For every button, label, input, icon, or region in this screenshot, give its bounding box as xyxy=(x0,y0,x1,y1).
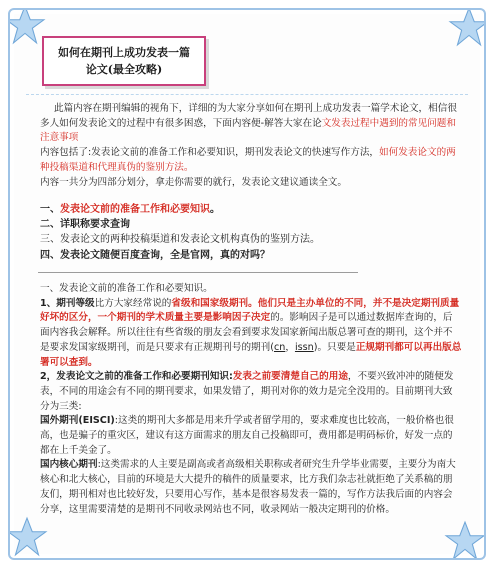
section-1 xyxy=(40,282,462,517)
star-decoration-icon xyxy=(444,520,486,560)
intro-contents-highlight: 如何发表论文的两种投稿渠道和代理真伪的鉴别方法。 xyxy=(40,147,456,173)
item-2-highlight: 发表之前要清楚自己的用途 xyxy=(232,371,348,383)
outline-text: 发表论文前的准备工作和必要知识 xyxy=(60,204,210,215)
item-1-cn: cn xyxy=(274,341,286,353)
item-1-highlight: 省级和国家级期刊。他们只是主办单位的不同，并不是决定期刊质量好坏的区分，一个期刊的学术质量主要是影响因子决定 xyxy=(40,297,460,324)
outline-number: 四、 xyxy=(40,249,60,261)
star-decoration-icon xyxy=(8,8,46,46)
star-decoration-icon xyxy=(448,8,486,48)
item-1-text-3: )。只要是 xyxy=(313,341,356,353)
section-1-heading: 一、发表论文前的准备工作和必要知识。 xyxy=(40,283,213,294)
intro-paragraph-1 xyxy=(40,102,462,146)
item-1-text-2: 的。影响因子是可以通过数据库查询的，后面内容我会解释。所以往往有些省级的朋友会看到要求发国家新闻出版总署可查的期刊，这个并不是要求发国家级期刊，而是只要求有正规期刊号的期刊( xyxy=(40,312,453,353)
foreign-journals: 国外期刊(EISCI):这类的期刊大多都是用来升学或者留学用的，要求难度也比较高，一般价格也很高，也是骗子的重灾区，建议有这方面需求的朋友自己投稿即可，费用都是明码标价，好发一点的都在上千美金了。 xyxy=(40,415,454,456)
outline-item-1 xyxy=(40,202,462,217)
foreign-journals-label: 国外期刊(EISCI) xyxy=(40,415,115,427)
foreign-journals-text: 这类的期刊大多都是用来升学或者留学用的，要求难度也比较高，一般价格也很高，也是骗子的重灾区，建议有这方面需求的朋友自己投稿即可，费用都是明码标价，好发一点的都在上千美金了。 xyxy=(40,415,454,456)
intro-paragraph-3: 内容一共分为四部分划分，拿走你需要的就行，发表论文建议通读全文。 xyxy=(40,176,347,188)
outline-text: 发表论文随便百度查询，全是官网，真的对吗？ xyxy=(60,249,270,261)
section-1-item-2 xyxy=(40,370,462,414)
title-line-1: 如何在期刊上成功发表一篇 xyxy=(58,46,190,59)
item-1-issn: issn xyxy=(294,341,314,353)
item-1-highlight-2: 正规期刊都可以再出版总署可以查到。 xyxy=(40,341,462,368)
item-1-text: 比方大家经常说的 xyxy=(94,297,172,309)
item-1-label: 1、期刊等级 xyxy=(40,297,95,309)
intro-section xyxy=(40,102,462,190)
domestic-journals-text: 这类需求的人主要是副高或者高级相关职称或者研究生升学毕业需要，主要分为南大核心和北大核心，目前的环境是大大提升的稿件的质量要求，比方我们杂志社就拒绝了关系稿的朋友们，期刊相对也比较好发，只要用心写作，基本是很容易发表一篇的，写作方法我后面的内容会分享，这里需要清楚的是期刊不同收录网站也不同，收录网站一般决定期刊的价格。 xyxy=(40,459,456,515)
outline-number: 一、 xyxy=(40,204,60,215)
star-decoration-icon xyxy=(8,516,48,558)
item-2-text: ，不要兴致冲冲的随便发表，不同的用途会有不同的期刊要求，如果发错了，期刊对你的效力是完全没用的。目前期刊大致分为三类: xyxy=(40,371,454,412)
outline-list xyxy=(40,202,462,263)
page-frame xyxy=(8,8,486,560)
domestic-journals-label: 国内核心期刊 xyxy=(40,459,98,471)
outline-text: 发表论文的两种投稿渠道和发表论文机构真伪的鉴别方法。 xyxy=(60,234,320,246)
outline-item-3 xyxy=(40,232,462,247)
dotted-rule xyxy=(26,94,468,95)
title-line-2: 论文(最全攻略) xyxy=(85,63,163,76)
intro-paragraph-2 xyxy=(40,146,462,175)
item-2-label: 2，发表论文之前的准备工作和必要期刊知识: xyxy=(40,371,233,383)
document-paper xyxy=(14,14,480,554)
item-1-sep: ， xyxy=(285,341,295,353)
outline-tail: 。 xyxy=(210,204,220,215)
outline-text: 详职称要求查询 xyxy=(60,219,130,231)
outline-number: 三、 xyxy=(40,234,60,246)
section-divider xyxy=(38,272,358,273)
domestic-core-journals: 国内核心期刊:这类需求的人主要是副高或者高级相关职称或者研究生升学毕业需要，主要分为南大核心和北大核心，目前的环境是大大提升的稿件的质量要求，比方我们杂志社就拒绝了关系稿的朋友们，期刊相对也比较好发，只要用心写作，基本是很容易发表一篇的，写作方法我后面的内容会分享，这里需要清楚的是期刊不同收录网站也不同，收录网站一般决定期刊的价格。 xyxy=(40,459,456,515)
intro-highlight: 文发表过程中遇到的常见问题和注意事项 xyxy=(40,117,456,144)
outline-number: 二、 xyxy=(40,219,60,231)
intro-contents: 内容包括了:发表论文前的准备工作和必要知识，期刊发表论文的快速写作方法， xyxy=(40,147,380,159)
title-box xyxy=(42,36,206,86)
section-1-item-1 xyxy=(40,297,462,371)
outline-item-4 xyxy=(40,248,462,263)
intro-text: 此篇内容在期刊编辑的视角下，详细的为大家分享如何在期刊上成功发表一篇学术论文，相信很多人如何发表论文的过程中有很多困惑，下面内容便-解答大家在论 xyxy=(40,103,457,129)
outline-item-2 xyxy=(40,217,462,232)
